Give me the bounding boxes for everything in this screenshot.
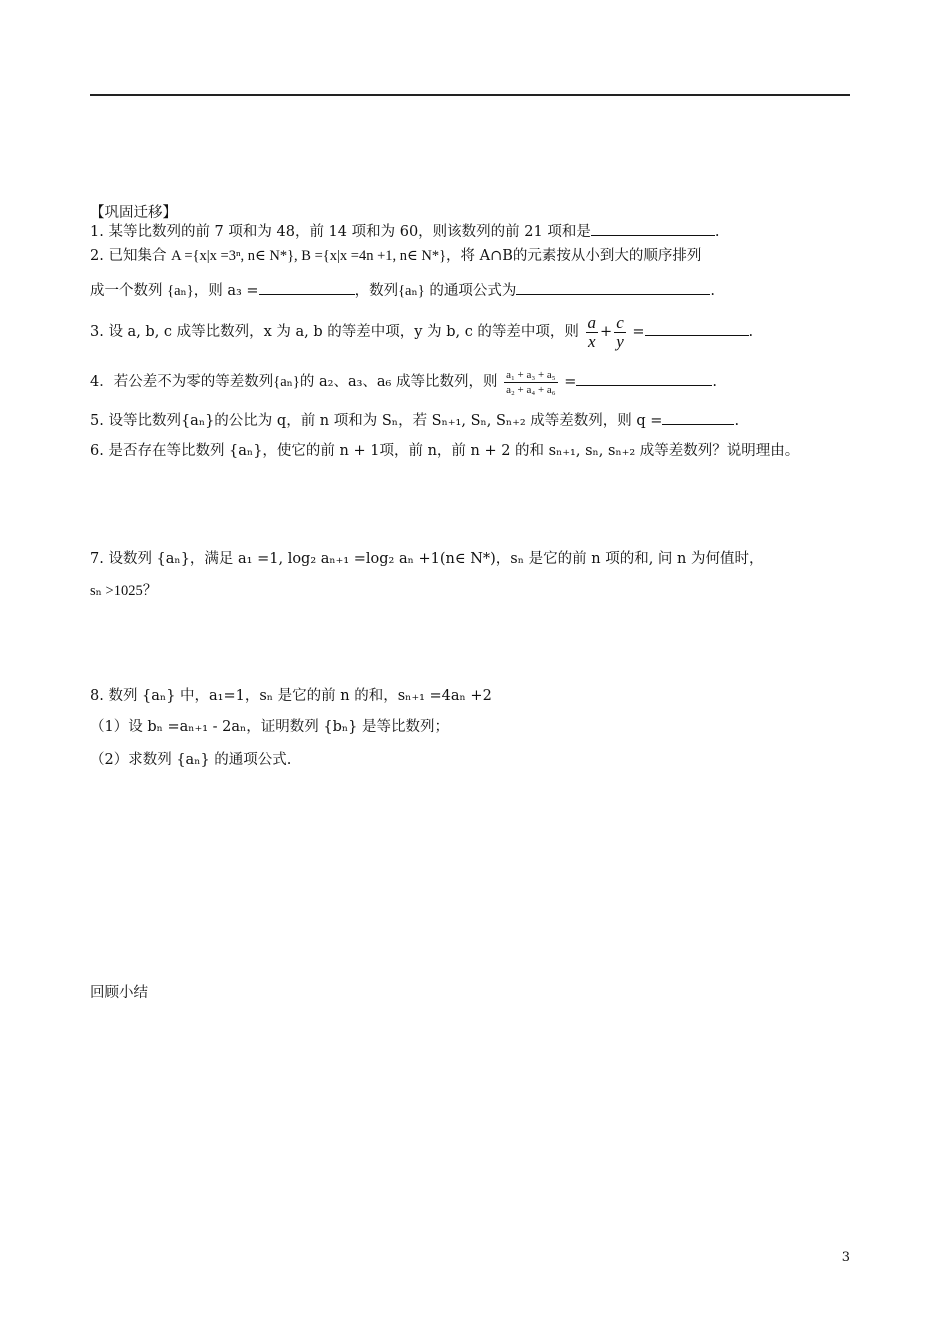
question-1-text: 1. 某等比数列的前 7 项和为 48，前 14 项和为 60，则该数列的前 21 项和是: [90, 224, 591, 240]
answer-blank-4[interactable]: [576, 371, 712, 386]
answer-blank-5[interactable]: [662, 410, 734, 425]
question-2-line-2: 成一个数列 {aₙ}，则 a₃ = ，数列{aₙ} 的通项公式为 .: [90, 280, 715, 301]
question-8-part-1: （1）设 bₙ =aₙ₊₁ - 2aₙ，证明数列 {bₙ} 是等比数列；: [90, 719, 450, 735]
sequence-symbol: {aₙ}: [167, 283, 194, 299]
summary-title: 回顾小结: [90, 985, 148, 1001]
section-title: 【巩固迁移】: [90, 205, 177, 221]
question-3: 3. 设 a, b, c 成等比数列，x 为 a, b 的等差中项，y 为 b, c 的等差中项，则 $\frac{a}{x}$ + $\frac{c}{y}$ = .: [90, 312, 754, 351]
answer-blank-3[interactable]: [645, 321, 749, 336]
sequence-symbol: {aₙ}: [273, 374, 300, 390]
page-number: 3: [841, 1250, 850, 1265]
fraction-a-over-x: $\frac{a}{x}$: [587, 312, 597, 351]
answer-blank-1[interactable]: [591, 221, 715, 236]
header-rule: [90, 94, 850, 96]
fraction-c-over-y: $\frac{c}{y}$: [616, 312, 624, 351]
question-2-line-1: 2. 已知集合 A ={x|x =3ⁿ, n∈ N*}, B ={x|x =4n +1, n∈ N*}，将 A∩B的元素按从小到大的顺序排列: [90, 248, 702, 264]
sequence-symbol: {aₙ}: [398, 283, 425, 299]
question-6: 6. 是否存在等比数列 {aₙ}，使它的前 n + 1项，前 n，前 n + 2 的和 sₙ₊₁, sₙ, sₙ₊₂ 成等差数列？说明理由。: [90, 443, 800, 459]
set-definition: A ={x|x =3ⁿ, n∈ N*}, B ={x|x =4n +1, n∈ N*}: [171, 248, 447, 264]
question-4: 4．若公差不为零的等差数列{aₙ}的 a₂、a₃、a₆ 成等比数列，则 $\frac{\text{a₁ + a₃ + a₅}}{\text{a₂ + a₄ + a₆}}$ = .: [90, 368, 718, 396]
question-7-line-1: 7. 设数列 {aₙ}，满足 a₁ =1, log₂ aₙ₊₁ =log₂ aₙ +1(n∈ N*)，sₙ 是它的前 n 项的和, 问 n 为何值时，: [90, 551, 764, 567]
question-5: 5. 设等比数列{aₙ}的公比为 q，前 n 项和为 Sₙ，若 Sₙ₊₁, Sₙ, Sₙ₊₂ 成等差数列，则 q = .: [90, 410, 739, 431]
answer-blank-2b[interactable]: [516, 280, 710, 295]
answer-blank-2a[interactable]: [259, 280, 355, 295]
question-8-line-1: 8. 数列 {aₙ} 中，a₁=1，sₙ 是它的前 n 的和，sₙ₊₁ =4aₙ +2: [90, 688, 492, 704]
question-7-line-2: sₙ >1025？: [90, 583, 158, 599]
question-1: 1. 某等比数列的前 7 项和为 48，前 14 项和为 60，则该数列的前 21 项和是 .: [90, 221, 719, 242]
question-8-part-2: （2）求数列 {aₙ} 的通项公式.: [90, 752, 292, 768]
fraction-ratio: $\frac{\text{a₁ + a₃ + a₅}}{\text{a₂ + a₄ + a₆}}$: [506, 368, 556, 396]
